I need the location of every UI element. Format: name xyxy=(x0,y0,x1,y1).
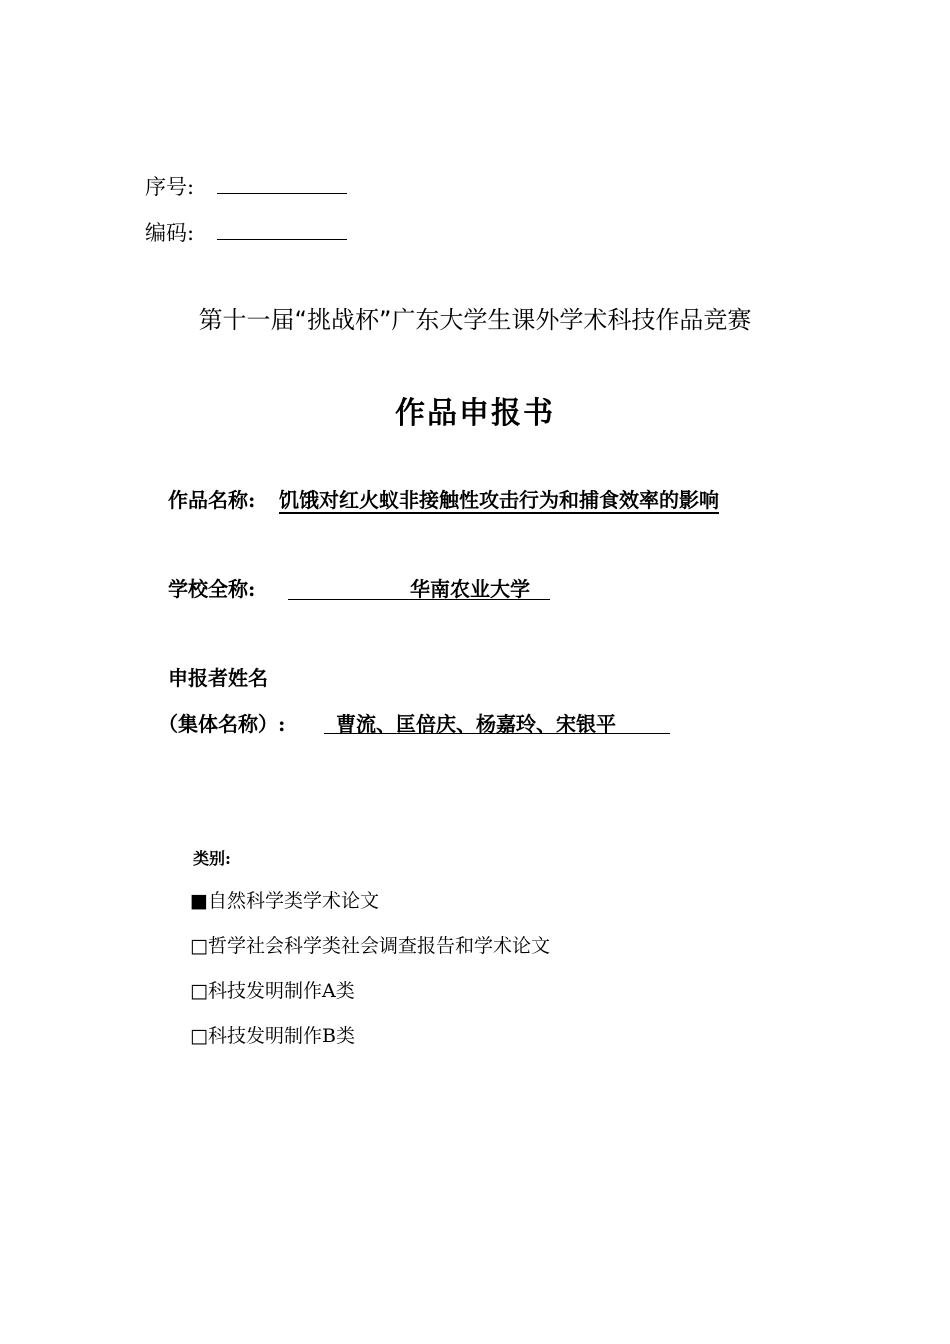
document-title: 作品申报书 xyxy=(395,396,555,431)
school-label: 学校全称: xyxy=(168,577,256,601)
serial-input-line[interactable] xyxy=(217,193,347,194)
applicants-value: 曹流、匡倍庆、杨嘉玲、宋银平 xyxy=(336,712,616,736)
category-title: 类别: xyxy=(193,849,231,868)
unchecked-box-icon[interactable]: □ xyxy=(190,935,208,957)
applicants-label-line1: 申报者姓名 xyxy=(168,666,268,690)
work-name-value: 饥饿对红火蚁非接触性攻击行为和捕食效率的影响 xyxy=(279,488,719,512)
category-item-social-science[interactable] xyxy=(190,931,550,958)
category-item-natural-science[interactable] xyxy=(190,886,379,913)
category-item-invention-b[interactable] xyxy=(190,1021,355,1048)
checked-box-icon[interactable]: ■ xyxy=(190,890,208,912)
work-name-label: 作品名称: xyxy=(168,488,256,512)
category-item-label: 哲学社会科学类社会调查报告和学术论文 xyxy=(208,935,551,957)
applicants-label-line2: （集体名称）: xyxy=(158,712,286,736)
category-item-label: 自然科学类学术论文 xyxy=(208,890,380,912)
school-value: 华南农业大学 xyxy=(410,577,530,601)
code-label: 编码: xyxy=(145,221,195,245)
code-input-line[interactable] xyxy=(217,239,347,240)
serial-label: 序号: xyxy=(145,175,195,199)
competition-name: 第十一届“挑战杯”广东大学生课外学术科技作品竞赛 xyxy=(198,306,752,334)
category-item-invention-a[interactable] xyxy=(190,976,355,1003)
category-item-label: 科技发明制作A类 xyxy=(208,980,355,1002)
unchecked-box-icon[interactable]: □ xyxy=(190,1025,208,1047)
category-item-label: 科技发明制作B类 xyxy=(208,1025,355,1047)
unchecked-box-icon[interactable]: □ xyxy=(190,980,208,1002)
